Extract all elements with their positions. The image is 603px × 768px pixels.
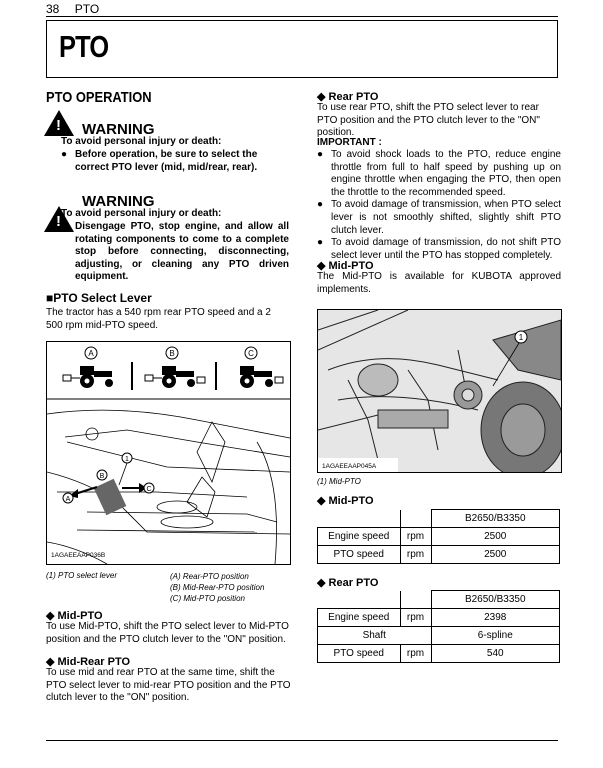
warning-bullet-1	[61, 149, 289, 174]
heading-pto-select-lever: ■PTO Select Lever	[46, 291, 152, 305]
heading-table-mid-pto: ◆ Mid-PTO	[317, 495, 374, 507]
table-row	[318, 591, 560, 609]
lever-illustration	[47, 342, 290, 564]
important-item: ● To avoid damage of transmission, do not shift PTO select lever until the PTO has stopped completely.	[317, 237, 561, 261]
heading-pto-operation: PTO OPERATION	[46, 89, 152, 106]
label-c-top: C	[248, 349, 254, 358]
heading-table-rear-pto: ◆ Rear PTO	[317, 577, 379, 589]
caption-pto-select-lever: (1) PTO select lever	[46, 571, 117, 580]
callout-a: A	[65, 496, 71, 503]
mid-pto-text: To use Mid-PTO, shift the PTO select lever to Mid-PTO position and the PTO clutch lever to the "ON" position.	[46, 621, 289, 645]
warning-bullet-1-text: Before operation, be sure to select the correct PTO lever (mid, mid/rear, rear).	[75, 149, 258, 173]
model-cell: B2650/B3350	[431, 591, 560, 609]
table-row: Shaft 6-spline	[318, 627, 560, 645]
tractor-icon	[63, 366, 113, 388]
model-cell: B2650/B3350	[431, 510, 560, 528]
mid-pto-right-text: The Mid-PTO is available for KUBOTA approved implements.	[317, 271, 561, 295]
footer-rule	[46, 740, 558, 741]
label-a-top: A	[88, 349, 94, 358]
important-title: IMPORTANT :	[317, 137, 382, 148]
table-row	[318, 510, 560, 528]
warning-intro-1: To avoid personal injury or death:	[61, 136, 222, 147]
warning-bullet-2	[61, 221, 289, 284]
table-row: PTO speed rpm 2500	[318, 546, 560, 564]
caption-c: (C) Mid-PTO position	[170, 594, 245, 603]
callout-c: C	[146, 486, 152, 493]
section-title-box	[46, 20, 558, 78]
heading-rear-pto: ◆ Rear PTO	[317, 91, 379, 103]
mid-pto-illustration	[318, 310, 561, 472]
important-item: ● To avoid shock loads to the PTO, reduce engine throttle from full to half speed by pushing up on engine throttle when engaging the PTO, then open the throttle to the recommended speed.	[317, 149, 561, 198]
warning-icon: !	[44, 110, 74, 136]
callout-1: 1	[518, 333, 524, 342]
page-header	[46, 2, 99, 16]
table-mid-pto	[317, 509, 560, 564]
heading-mid-rear-pto: ◆ Mid-Rear PTO	[46, 656, 131, 668]
caption-positions	[170, 571, 264, 604]
rear-pto-text: To use rear PTO, shift the PTO select lever to rear PTO position and the PTO clutch lever to the "ON" position.	[317, 102, 540, 139]
bullet-dot: ●	[317, 149, 324, 160]
important-list	[317, 149, 561, 262]
table-rear-pto	[317, 590, 560, 663]
bullet-dot: ●	[317, 237, 324, 249]
figure-pto-select-lever	[46, 341, 291, 565]
figure-mid-pto	[317, 309, 562, 473]
caption-mid-pto: (1) Mid-PTO	[317, 477, 361, 486]
select-lever-text: The tractor has a 540 rpm rear PTO speed and a 2 500 rpm mid-PTO speed.	[46, 307, 271, 331]
table-row: PTO speed rpm 540	[318, 645, 560, 663]
mid-rear-pto-text: To use mid and rear PTO at the same time, shift the PTO select lever to mid-rear PTO position and the PTO clutch lever to the "ON" position.	[46, 667, 291, 704]
warning-title-1: WARNING	[82, 121, 155, 138]
running-section: PTO	[74, 2, 100, 16]
header-rule	[46, 16, 558, 17]
bullet-dot: ●	[61, 221, 68, 232]
table-row: Engine speed rpm 2398	[318, 609, 560, 627]
warning-intro-2: To avoid personal injury or death:	[61, 208, 222, 219]
figure-code-2: 1AGAEEAAP045A	[322, 463, 377, 470]
warning-bullet-2-text: Disengage PTO, stop engine, and allow all rotating components to come to a complete stop before connecting, disconnecting, adjusting, or cleaning any PTO driven equipment.	[75, 221, 289, 283]
tractor-icon	[240, 366, 283, 388]
callout-1: 1	[125, 456, 129, 463]
important-item: ● To avoid damage of transmission, when PTO select lever is not smoothly shifted, slightly shift PTO clutch lever.	[317, 199, 561, 236]
table-row: Engine speed rpm 2500	[318, 528, 560, 546]
page-number: 38	[46, 2, 60, 16]
warning-icon: !	[44, 206, 74, 232]
tractor-icon	[145, 366, 205, 388]
figure-code-1: 1AGAEEAAP036B	[51, 552, 106, 559]
callout-b: B	[99, 473, 105, 480]
heading-mid-pto-right: ◆ Mid-PTO	[317, 260, 374, 272]
heading-mid-pto: ◆ Mid-PTO	[46, 610, 103, 622]
section-title: PTO	[59, 29, 109, 64]
bullet-dot: ●	[61, 149, 68, 160]
warning-title-2: WARNING	[82, 193, 155, 210]
bullet-dot: ●	[317, 199, 324, 211]
label-b-top: B	[169, 349, 175, 358]
caption-b: (B) Mid-Rear-PTO position	[170, 583, 265, 592]
caption-a: (A) Rear-PTO position	[170, 572, 249, 581]
